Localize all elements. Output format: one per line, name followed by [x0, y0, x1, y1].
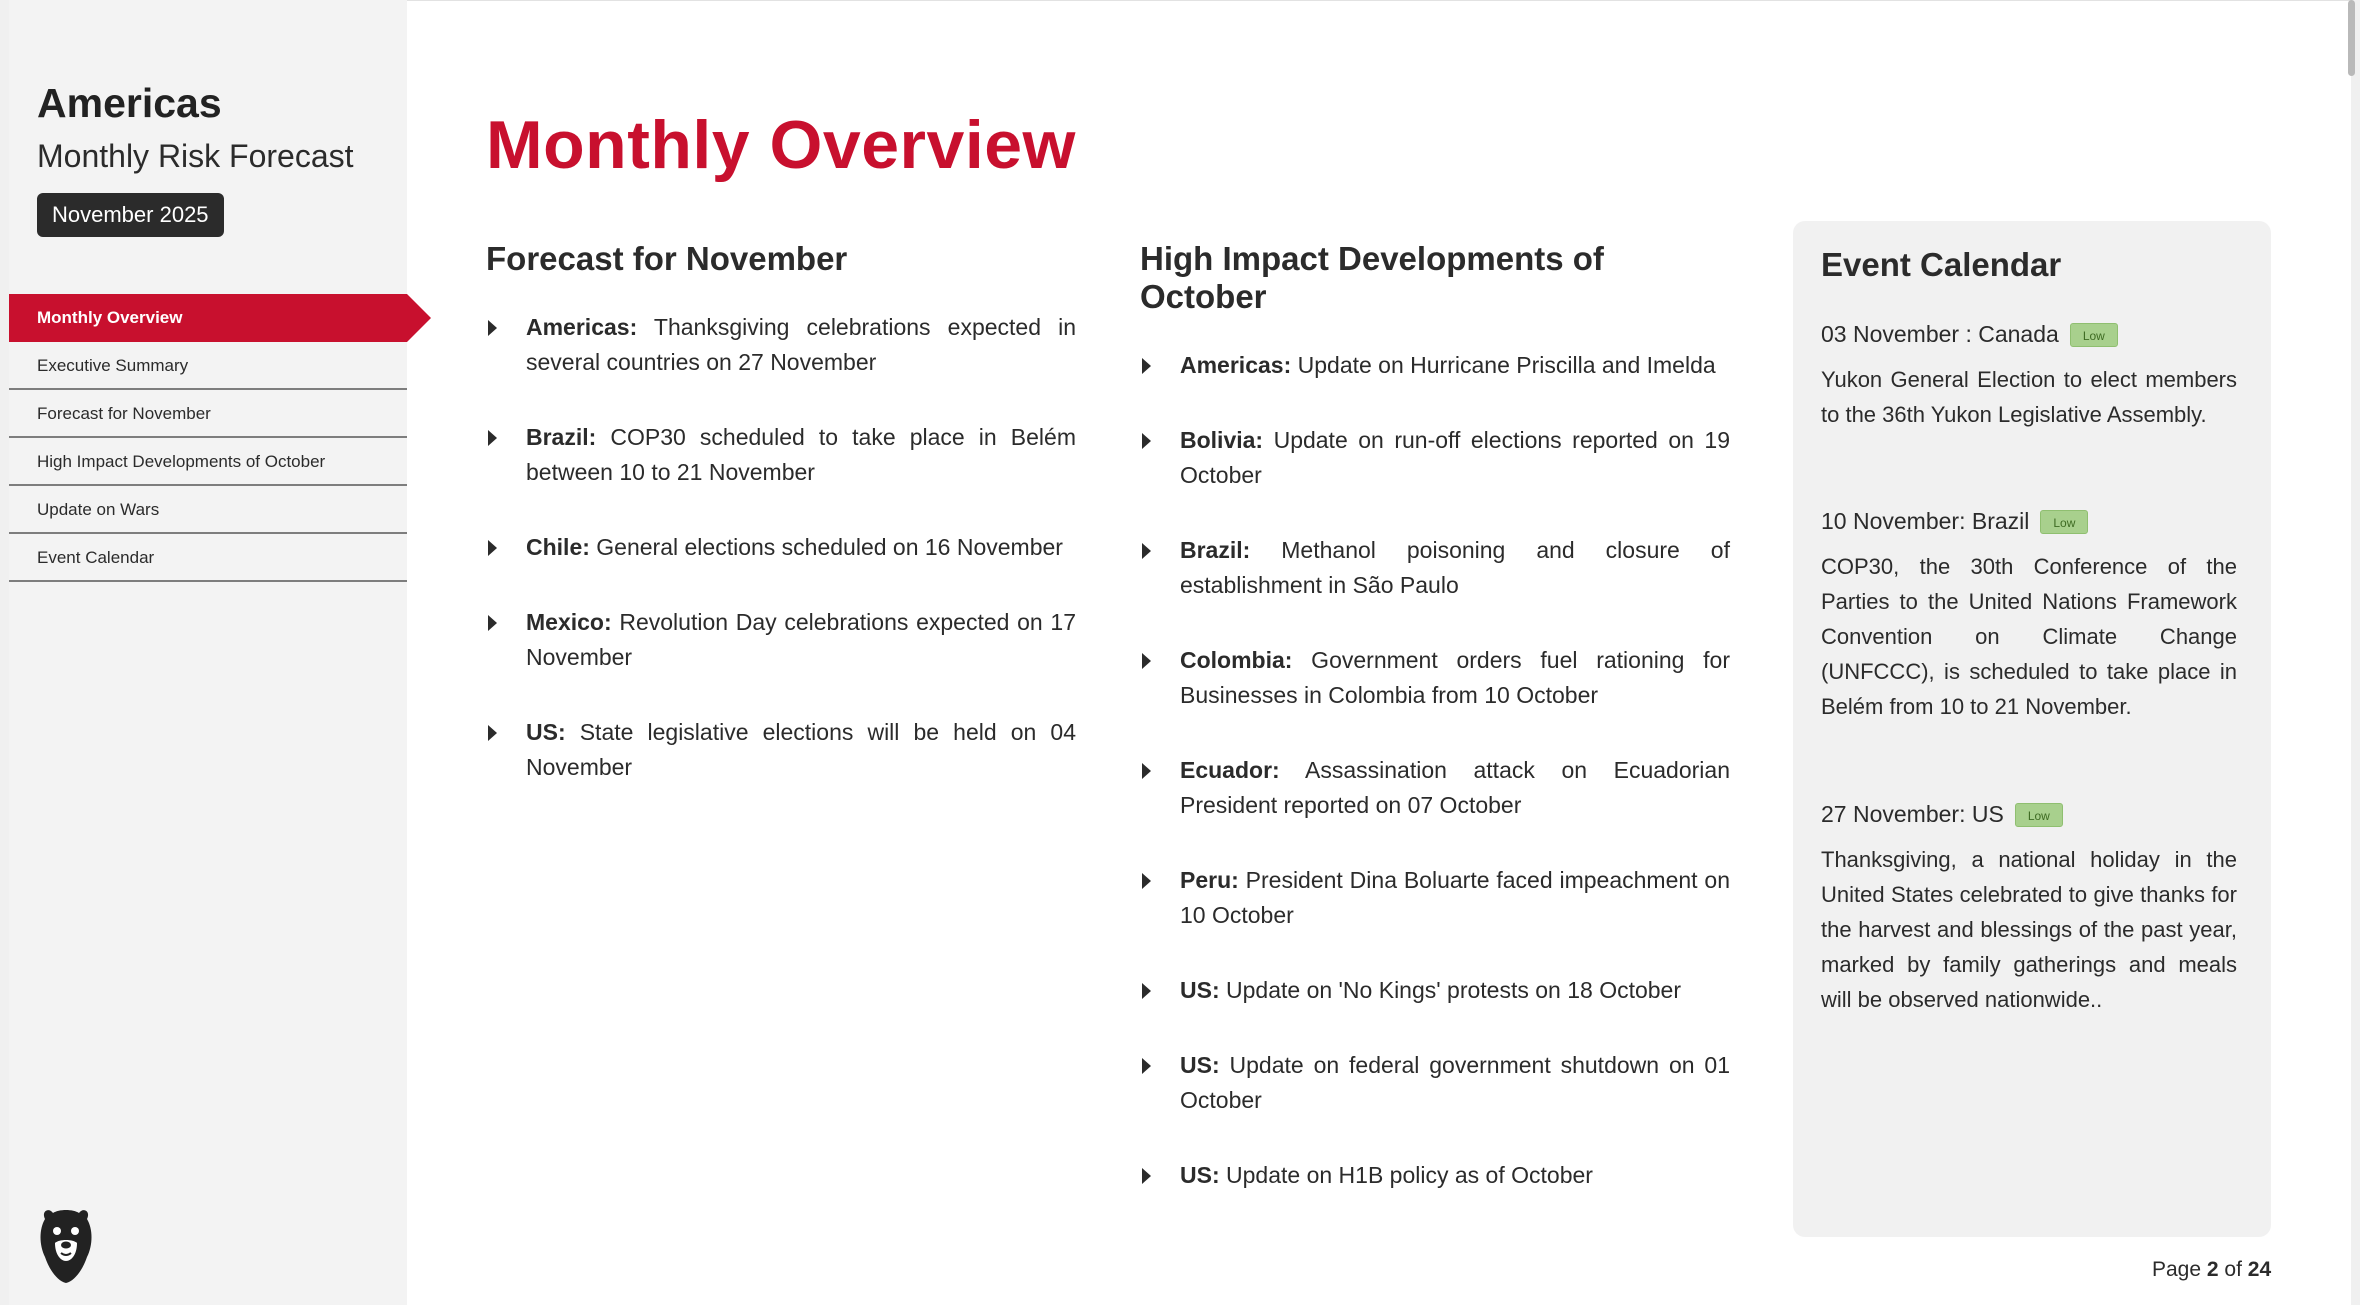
item-text: Government orders fuel rationing for Businesses in Colombia from 10 October: [1180, 647, 1730, 708]
scrollbar-thumb[interactable]: [2348, 0, 2355, 76]
bullet-arrow-icon: [1142, 1058, 1151, 1074]
bullet-arrow-icon: [1142, 358, 1151, 374]
page-number: [2152, 1258, 2271, 1282]
item-text: Update on H1B policy as of October: [1219, 1162, 1593, 1188]
item-label: Colombia:: [1180, 647, 1293, 673]
event-title: 03 November : Canada: [1821, 321, 2059, 347]
item-label: Brazil:: [1180, 537, 1251, 563]
event-calendar-heading: Event Calendar: [1821, 246, 2062, 283]
bullet-arrow-icon: [1142, 873, 1151, 889]
calendar-event: [1821, 801, 2237, 1017]
list-item: [486, 715, 1076, 785]
forecast-list: [486, 310, 1076, 785]
item-text: COP30 scheduled to take place in Belém between 10 to 21 November: [526, 424, 1076, 485]
bullet-arrow-icon: [1142, 653, 1151, 669]
bullet-arrow-icon: [488, 540, 497, 556]
item-label: Americas:: [1180, 352, 1292, 378]
item-label: Brazil:: [526, 424, 597, 450]
list-item: [486, 310, 1076, 380]
list-item: [1140, 863, 1730, 933]
sidebar: [9, 0, 407, 1305]
nav-item-executive-summary[interactable]: Executive Summary: [9, 342, 407, 390]
bear-logo-icon: [37, 1205, 95, 1285]
report-subtitle: Monthly Risk Forecast: [37, 138, 354, 174]
item-label: US:: [1180, 1052, 1220, 1078]
calendar-event: [1821, 508, 2237, 724]
item-text: General elections scheduled on 16 November: [589, 534, 1063, 560]
event-description: Yukon General Election to elect members to the 36th Yukon Legislative Assembly.: [1821, 367, 2237, 427]
forecast-section: [486, 240, 1076, 825]
bullet-arrow-icon: [488, 615, 497, 631]
report-date-badge: November 2025: [37, 193, 224, 237]
bullet-arrow-icon: [1142, 983, 1151, 999]
event-description: Thanksgiving, a national holiday in the United States celebrated to give thanks for the harvest and blessings of the past year, marked by family gatherings and meals will be observed nationwide..: [1821, 847, 2237, 1012]
item-label: US:: [526, 719, 566, 745]
risk-level-badge: Low: [2040, 510, 2088, 534]
list-item: [1140, 533, 1730, 603]
item-text: Update on 'No Kings' protests on 18 October: [1219, 977, 1682, 1003]
nav-item-forecast-for-november[interactable]: Forecast for November: [9, 390, 407, 438]
bullet-arrow-icon: [1142, 433, 1151, 449]
page-total: 24: [2247, 1258, 2272, 1281]
item-text: Revolution Day celebrations expected on 17 November: [526, 609, 1076, 670]
event-description: COP30, the 30th Conference of the Parties to the United Nations Framework Convention on Climate Change (UNFCCC), is scheduled to take place in Belém from 10 to 21 November.: [1821, 554, 2237, 719]
item-label: US:: [1180, 977, 1220, 1003]
list-item: [1140, 753, 1730, 823]
developments-section: [1140, 240, 1730, 1233]
event-title-row: [1821, 508, 2237, 535]
bullet-arrow-icon: [1142, 1168, 1151, 1184]
calendar-event: [1821, 321, 2237, 432]
developments-heading: High Impact Developments of October: [1140, 240, 1604, 315]
item-label: Peru:: [1180, 867, 1239, 893]
risk-level-badge: Low: [2070, 323, 2118, 347]
developments-list: [1140, 348, 1730, 1193]
nav-item-event-calendar[interactable]: Event Calendar: [9, 534, 407, 582]
region-title: Americas: [37, 80, 222, 126]
list-item: [1140, 348, 1730, 383]
bullet-arrow-icon: [1142, 543, 1151, 559]
item-label: Ecuador:: [1180, 757, 1280, 783]
item-text: State legislative elections will be held on 04 November: [526, 719, 1076, 780]
list-item: [486, 605, 1076, 675]
risk-level-badge: Low: [2015, 803, 2063, 827]
item-label: Chile:: [526, 534, 590, 560]
forecast-heading: Forecast for November: [486, 240, 848, 277]
item-label: Mexico:: [526, 609, 612, 635]
sidebar-nav: [9, 294, 407, 582]
bullet-arrow-icon: [488, 320, 497, 336]
list-item: [1140, 423, 1730, 493]
item-text: Update on Hurricane Priscilla and Imelda: [1291, 352, 1716, 378]
item-label: Bolivia:: [1180, 427, 1264, 453]
item-text: Assassination attack on Ecuadorian President reported on 07 October: [1180, 757, 1730, 818]
list-item: [486, 530, 1076, 565]
bullet-arrow-icon: [488, 725, 497, 741]
item-text: Update on federal government shutdown on 01 October: [1180, 1052, 1730, 1113]
bullet-arrow-icon: [488, 430, 497, 446]
event-title-row: [1821, 801, 2237, 828]
item-text: Update on run-off elections reported on 19 October: [1180, 427, 1730, 488]
page-of: of: [2224, 1258, 2242, 1281]
list-item: [1140, 973, 1730, 1008]
page-title: Monthly Overview: [486, 107, 1076, 183]
nav-item-monthly-overview[interactable]: Monthly Overview: [9, 294, 407, 342]
list-item: [1140, 1048, 1730, 1118]
event-title: 10 November: Brazil: [1821, 508, 2030, 534]
item-text: Methanol poisoning and closure of establishment in São Paulo: [1180, 537, 1730, 598]
event-calendar-panel: [1793, 221, 2271, 1237]
list-item: [486, 420, 1076, 490]
bullet-arrow-icon: [1142, 763, 1151, 779]
item-label: Americas:: [526, 314, 638, 340]
nav-item-high-impact-developments[interactable]: High Impact Developments of October: [9, 438, 407, 486]
item-text: President Dina Boluarte faced impeachment on 10 October: [1180, 867, 1730, 928]
list-item: [1140, 643, 1730, 713]
page-prefix: Page: [2152, 1258, 2202, 1281]
nav-item-update-on-wars[interactable]: Update on Wars: [9, 486, 407, 534]
list-item: [1140, 1158, 1730, 1193]
item-label: US:: [1180, 1162, 1220, 1188]
event-title: 27 November: US: [1821, 801, 2004, 827]
page-current: 2: [2206, 1258, 2219, 1281]
item-text: Thanksgiving celebrations expected in several countries on 27 November: [526, 314, 1076, 375]
event-title-row: [1821, 321, 2237, 348]
